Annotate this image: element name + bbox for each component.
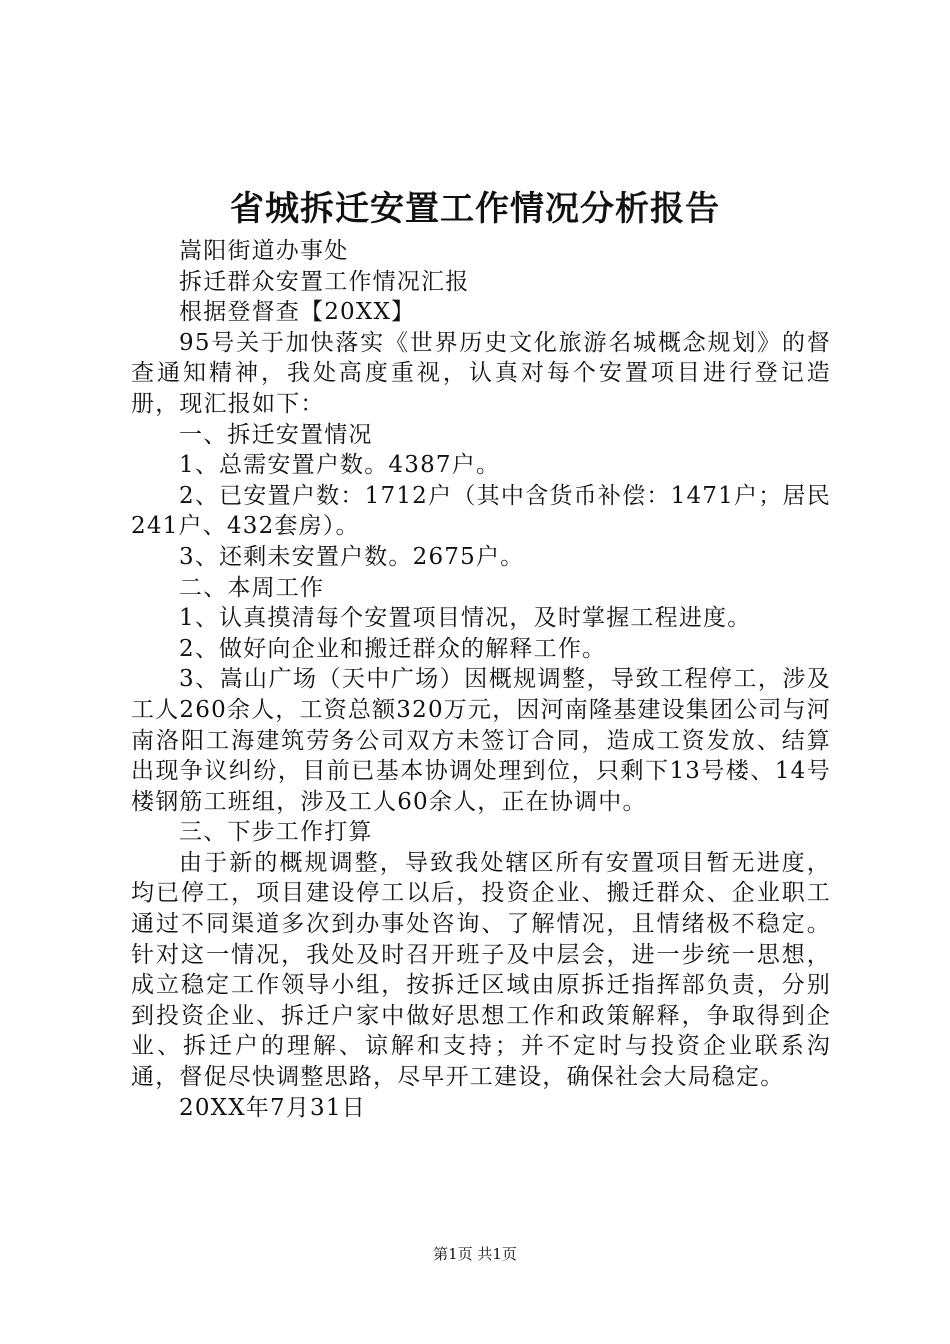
document-title: 省城拆迁安置工作情况分析报告: [230, 189, 720, 229]
list-item: 2、已安置户数：1712户（其中含货币补偿：1471户；居民241户、432套房）。: [131, 482, 831, 540]
list-item: 3、嵩山广场（天中广场）因概规调整，导致工程停工，涉及工人260余人，工资总额320万元，因河南隆基建设集团公司与河南洛阳工海建筑劳务公司双方未签订合同，造成工资发放、结算出现争议纠纷，目前已基本协调处理到位，只剩下13号楼、14号楼钢筋工班组，涉及工人60余人，正在协调中。: [131, 666, 831, 815]
list-item: 1、总需安置户数。4387户。: [179, 452, 501, 479]
paragraph-office: 嵩阳街道办事处: [179, 238, 349, 264]
section-heading-3: 三、下步工作打算: [179, 819, 373, 846]
paragraph-intro: 95号关于加快落实《世界历史文化旅游名城概念规划》的督查通知精神，我处高度重视，认真对每个安置项目进行登记造册，现汇报如下：: [131, 329, 831, 417]
section-heading-1: 一、拆迁安置情况: [179, 421, 373, 448]
list-item: 1、认真摸清每个安置项目情况，及时掌握工程进度。: [179, 605, 752, 632]
page-number-footer: 第1页 共1页: [433, 1245, 517, 1263]
document-date: 20XX年7月31日: [179, 1094, 366, 1121]
paragraph-plan: 由于新的概规调整，导致我处辖区所有安置项目暂无进度，均已停工，项目建设停工以后，投资企业、搬迁群众、企业职工通过不同渠道多次到办事处咨询、了解情况，且情绪极不稳定。针对这一情况，我处及时召开班子及中层会，进一步统一思想，成立稳定工作领导小组，按拆迁区域由原拆迁指挥部负责，分别到投资企业、拆迁户家中做好思想工作和政策解释，争取得到企业、拆迁户的理解、谅解和支持；并不定时与投资企业联系沟通，督促尽快调整思路，尽早开工建设，确保社会大局稳定。: [131, 849, 831, 1091]
paragraph-report-subject: 拆迁群众安置工作情况汇报: [179, 268, 470, 295]
paragraph-reference: 根据登督查【20XX】: [179, 299, 416, 326]
list-item: 2、做好向企业和搬迁群众的解释工作。: [179, 635, 607, 662]
document-body: [131, 236, 831, 1123]
list-item: 3、还剩未安置户数。2675户。: [179, 543, 525, 570]
section-heading-2: 二、本周工作: [179, 574, 325, 601]
